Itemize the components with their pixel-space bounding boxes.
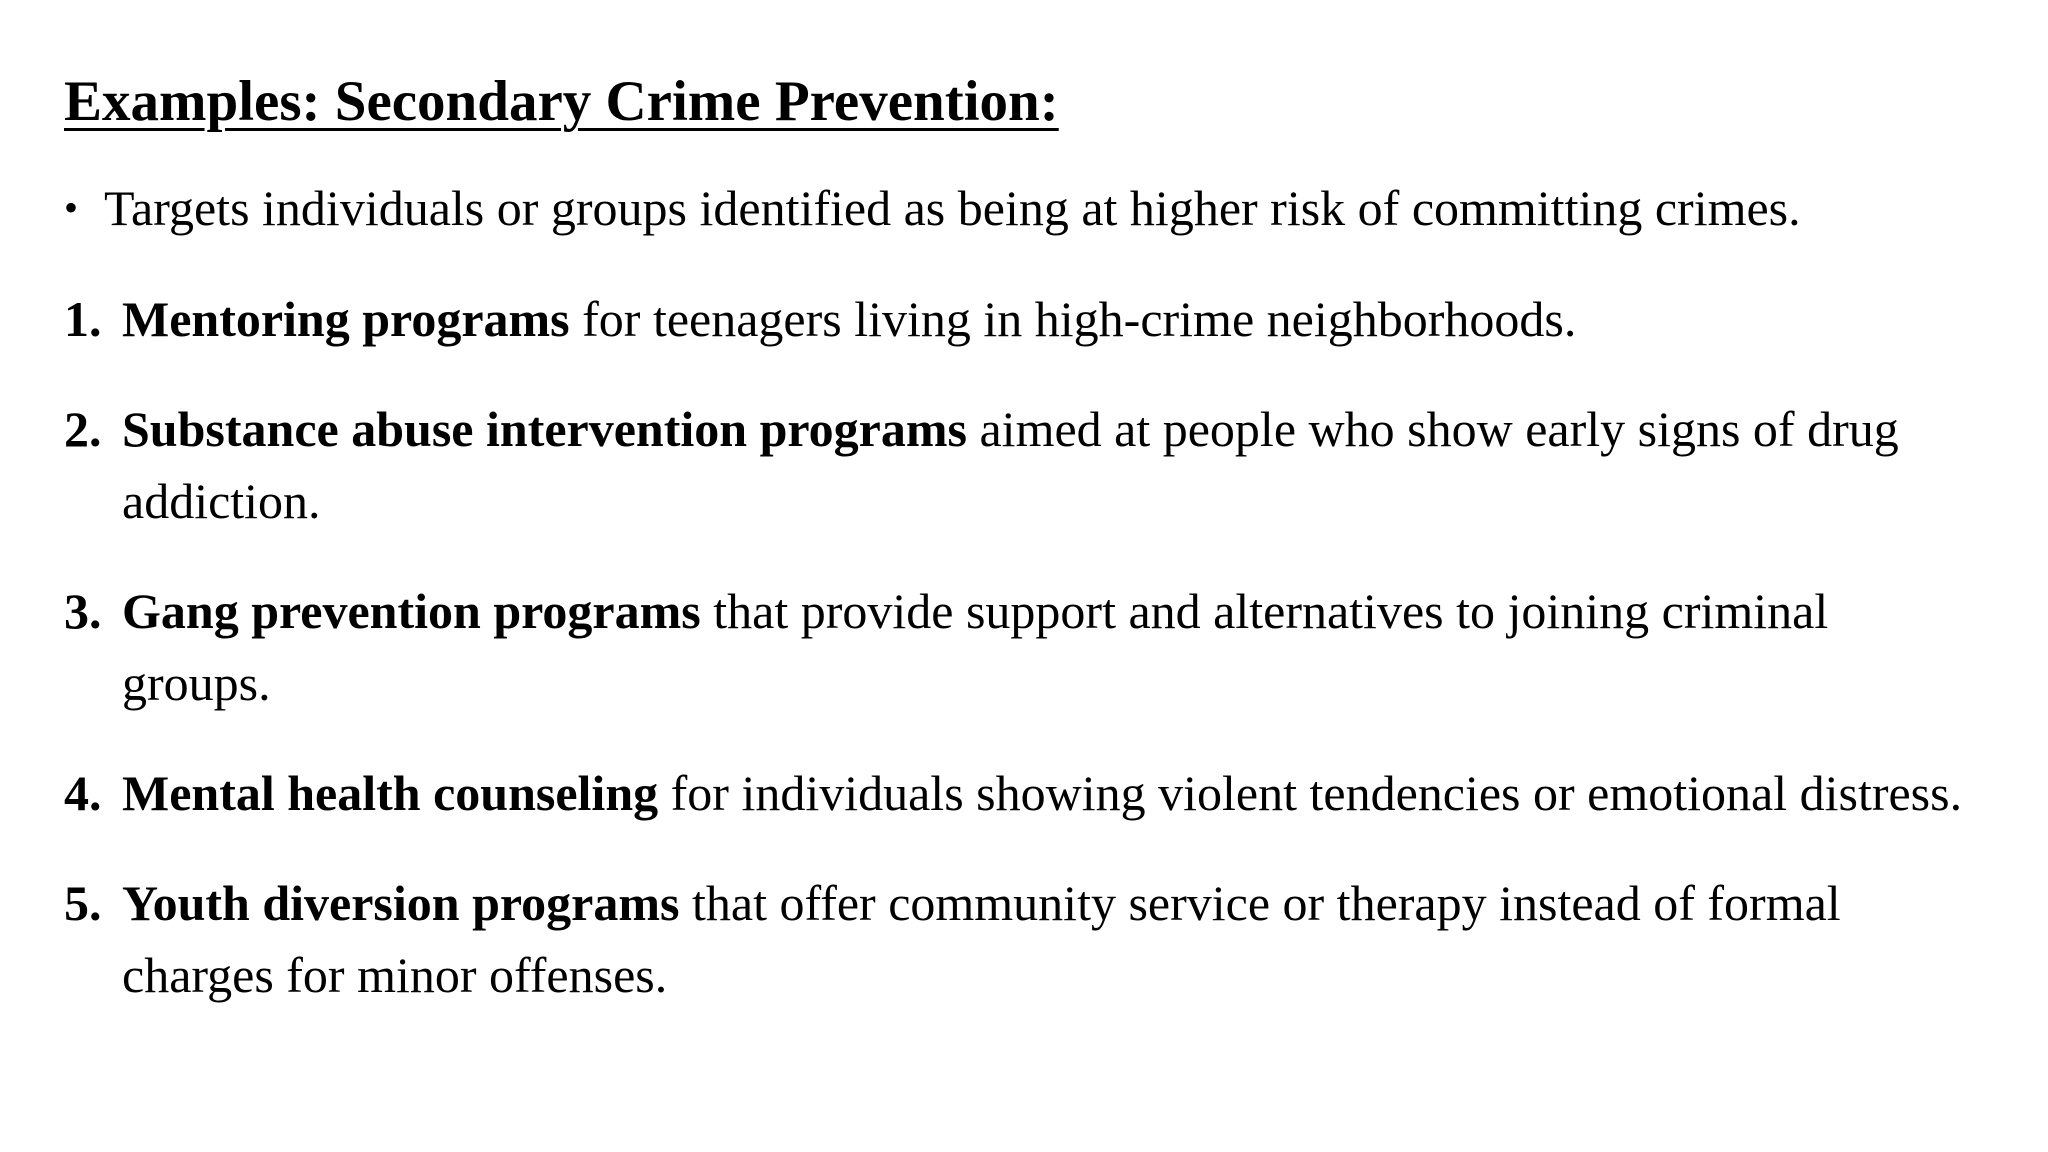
- list-item-text: [122, 283, 1988, 355]
- list-item-bold-term: Mentoring programs: [122, 291, 570, 347]
- list-item: [64, 283, 1988, 355]
- list-item-number: 4.: [64, 765, 102, 821]
- list-item-description: that provide support and alternatives to joining criminal groups.: [122, 583, 1829, 711]
- list-item-description: for teenagers living in high-crime neighborhoods.: [569, 291, 1577, 347]
- list-item-text: [122, 757, 1988, 829]
- bullet-point-icon: •: [64, 185, 79, 230]
- list-item: [64, 757, 1988, 829]
- list-item: [64, 393, 1988, 537]
- examples-list: [64, 283, 1988, 1011]
- list-item-text: [122, 867, 1988, 1011]
- list-item-description: for individuals showing violent tendencies or emotional distress.: [658, 765, 1963, 821]
- slide-title: Examples: Secondary Crime Prevention:: [64, 70, 1059, 133]
- list-item-bold-term: Gang prevention programs: [122, 583, 701, 639]
- list-item-bold-term: Substance abuse intervention programs: [122, 401, 967, 457]
- list-item-bold-term: Youth diversion programs: [122, 875, 680, 931]
- list-item-bold-term: Mental health counseling: [122, 765, 659, 821]
- list-item-description: that offer community service or therapy instead of formal charges for minor offenses.: [122, 875, 1841, 1003]
- list-item: [64, 575, 1988, 719]
- list-item-description: aimed at people who show early signs of drug addiction.: [122, 401, 1899, 529]
- list-item-number: 2.: [64, 401, 102, 457]
- intro-bullet-text: Targets individuals or groups identified as being at higher risk of committing crimes.: [104, 180, 1801, 236]
- intro-bullet: [64, 173, 1988, 243]
- list-item-number: 3.: [64, 583, 102, 639]
- list-item-number: 5.: [64, 875, 102, 931]
- list-item-text: [122, 575, 1988, 719]
- list-item-number: 1.: [64, 291, 102, 347]
- list-item: [64, 867, 1988, 1011]
- list-item-text: [122, 393, 1988, 537]
